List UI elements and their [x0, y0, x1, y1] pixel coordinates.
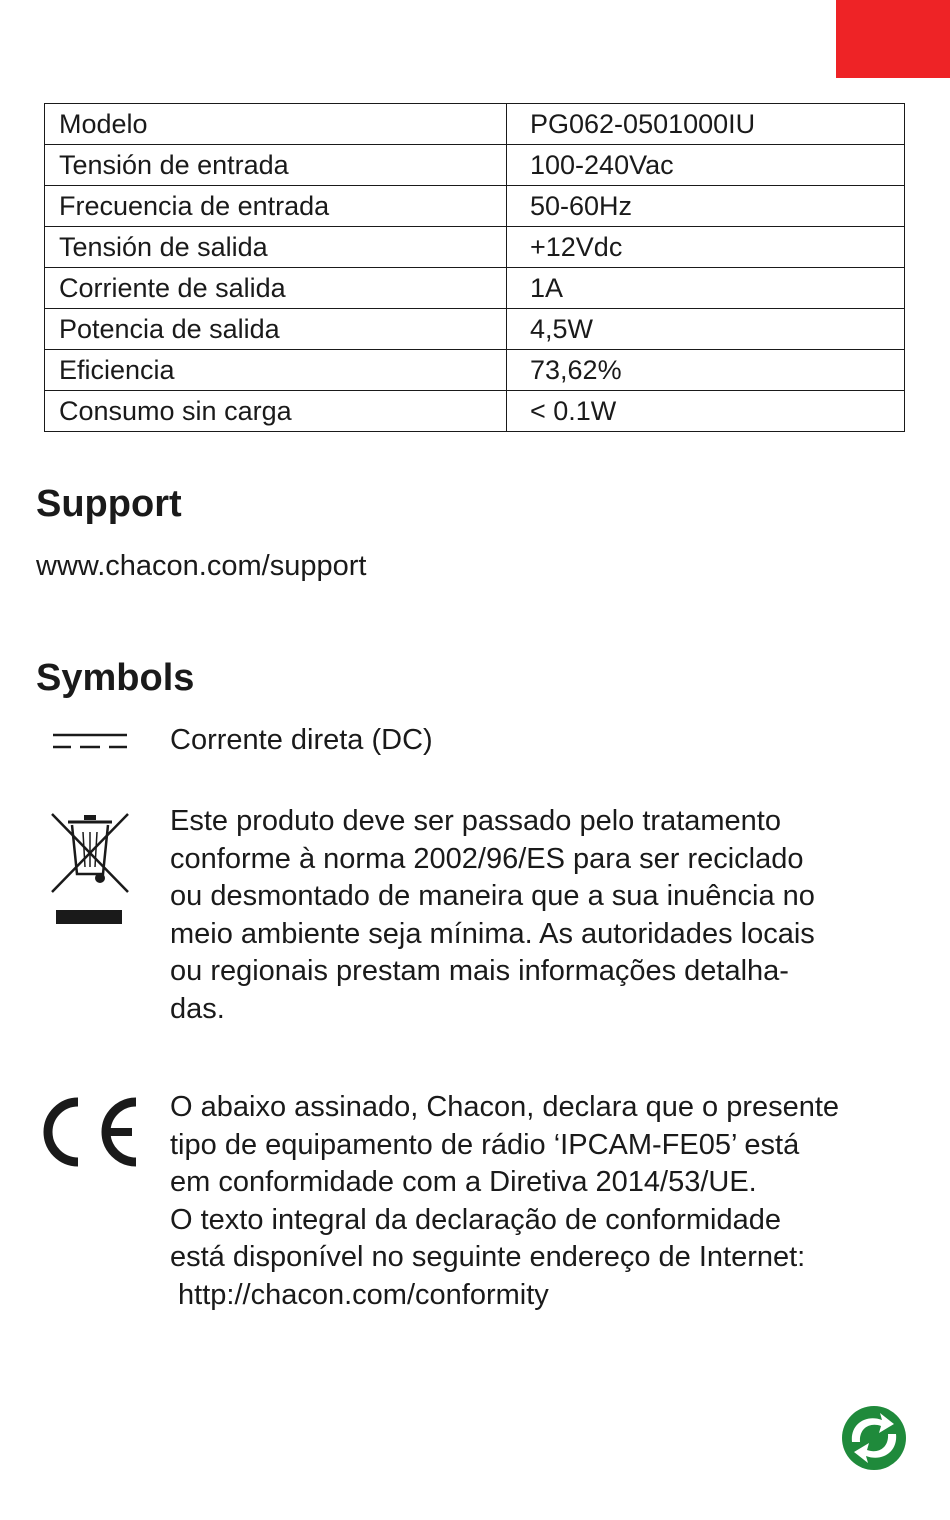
weee-description	[170, 803, 910, 1028]
spec-value: 100-240Vac	[507, 145, 905, 186]
dc-current-icon	[52, 732, 128, 757]
weee-line: meio ambiente seja mínima. As autoridades locais	[170, 917, 815, 950]
spec-label: Eficiencia	[45, 350, 507, 391]
spec-value: +12Vdc	[507, 227, 905, 268]
weee-line: Este produto deve ser passado pelo tratamento	[170, 805, 781, 837]
spec-value: 1A	[507, 268, 905, 309]
ce-line: tipo de equipamento de rádio ‘IPCAM-FE05’ está	[170, 1128, 800, 1161]
spec-value: PG062-0501000IU	[507, 104, 905, 145]
table-row	[45, 145, 905, 186]
ce-line: em conformidade com a Diretiva 2014/53/UE.	[170, 1166, 757, 1198]
spec-value: < 0.1W	[507, 391, 905, 432]
ce-line: está disponível no seguinte endereço de Internet:	[170, 1241, 806, 1273]
support-link[interactable]: www.chacon.com/support	[36, 550, 367, 582]
conformity-link[interactable]: http://chacon.com/conformity	[170, 1278, 549, 1311]
weee-line: das.	[170, 992, 225, 1025]
table-row	[45, 350, 905, 391]
spec-table	[44, 103, 905, 432]
table-row	[45, 186, 905, 227]
corner-tab	[836, 0, 950, 78]
table-row	[45, 268, 905, 309]
ce-mark-icon	[40, 1096, 140, 1173]
spec-value: 4,5W	[507, 309, 905, 350]
ce-line: O texto integral da declaração de conformidade	[170, 1203, 781, 1236]
weee-line: ou regionais prestam mais informações detalha-	[170, 955, 789, 987]
ce-declaration	[170, 1089, 910, 1314]
symbols-heading: Symbols	[36, 657, 195, 699]
weee-line: ou desmontado de maneira que a sua inuência no	[170, 880, 815, 912]
spec-label: Corriente de salida	[45, 268, 507, 309]
support-heading: Support	[36, 483, 182, 525]
spec-value: 50-60Hz	[507, 186, 905, 227]
spec-value: 73,62%	[507, 350, 905, 391]
spec-label: Modelo	[45, 104, 507, 145]
ce-line: O abaixo assinado, Chacon, declara que o presente	[170, 1091, 840, 1123]
crossed-bin-icon	[50, 812, 130, 933]
dc-description: Corrente direta (DC)	[170, 724, 433, 756]
spec-label: Frecuencia de entrada	[45, 186, 507, 227]
weee-line: conforme à norma 2002/96/ES para ser reciclado	[170, 842, 804, 875]
spec-label: Tensión de salida	[45, 227, 507, 268]
table-row	[45, 391, 905, 432]
table-row	[45, 309, 905, 350]
spec-label: Potencia de salida	[45, 309, 507, 350]
table-row	[45, 227, 905, 268]
spec-label: Tensión de entrada	[45, 145, 507, 186]
spec-label: Consumo sin carga	[45, 391, 507, 432]
table-row	[45, 104, 905, 145]
green-dot-recycling-icon	[840, 1404, 908, 1477]
